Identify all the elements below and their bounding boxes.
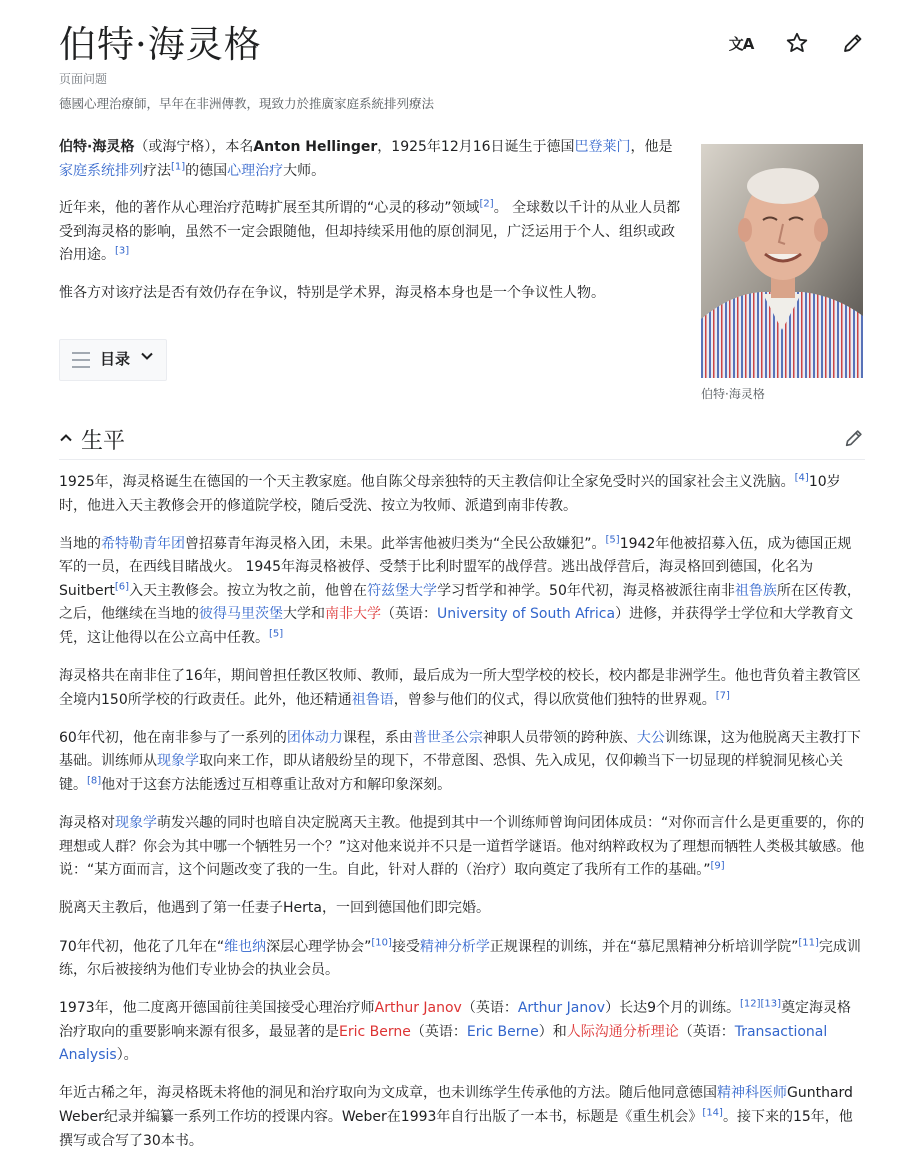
toc-label: 目录 bbox=[100, 350, 131, 369]
text: 60年代初，他在南非参与了一系列的 bbox=[59, 729, 287, 746]
text: 1973年，他二度离开德国前往美国接受心理治疗师 bbox=[59, 1000, 375, 1017]
link-berne-en[interactable]: Eric Berne bbox=[466, 1023, 539, 1040]
text: 萌发兴趣的同时也暗自决定脱离天主教。他提到其中一个训练师曾询问团体成员：“对你而言什么是更重要的，你的理想或人群？你会为其中哪一个牺牲另一个？”这对他来说并不只是一道哲学谜语。他对纳粹政权为了理想而牺牲人类极其敏感。他说：“某方面而言，这个问题改变了我的一生。自此，针对人群的（治疗）取向奠定了我所有工作的基础。” bbox=[59, 815, 865, 879]
text: 所在区传教，之后，他继续在当地的 bbox=[59, 582, 861, 623]
ref-3[interactable]: [3] bbox=[115, 245, 130, 257]
link-phenomenology[interactable]: 现象学 bbox=[157, 753, 199, 770]
bold-english-name: Anton Hellinger bbox=[253, 139, 378, 155]
link-anglican[interactable]: 普世圣公宗 bbox=[412, 729, 483, 746]
lead-section bbox=[59, 136, 865, 381]
paragraph bbox=[59, 727, 865, 798]
lead-paragraph-2 bbox=[59, 197, 683, 268]
ref-11[interactable]: [11] bbox=[798, 936, 819, 948]
text: 年近古稀之年，海灵格既未将他的洞见和治疗取向为文成章，也未训练学生传承他的方法。随后他同意德国 bbox=[59, 1085, 717, 1102]
page-issues-label: 页面问题 bbox=[59, 72, 108, 86]
ref-4[interactable]: [4] bbox=[794, 472, 809, 484]
section-title: 生平 bbox=[81, 429, 126, 454]
text: （英语： bbox=[410, 1023, 467, 1040]
text: 接受 bbox=[391, 938, 420, 955]
text: （英语： bbox=[678, 1023, 735, 1040]
text: 深层心理学协会” bbox=[266, 938, 372, 955]
ref-10[interactable]: [10] bbox=[371, 936, 392, 948]
paragraph bbox=[59, 665, 865, 712]
text: 正规课程的训练，并在“慕尼黑精神分析培训学院” bbox=[489, 938, 799, 955]
text: 1925年，海灵格诞生在德国的一个天主教家庭。他自陈父母亲独特的天主教信仰让全家免受时兴的国家社会主义洗脑。 bbox=[59, 474, 795, 490]
ref-12[interactable]: [12] bbox=[740, 998, 761, 1010]
text: 海灵格对 bbox=[59, 815, 115, 832]
link-family-constellation[interactable]: 家庭系统排列 bbox=[59, 162, 143, 179]
link-baden[interactable]: 巴登莱门 bbox=[574, 139, 631, 155]
infobox-caption: 伯特·海灵格 bbox=[701, 387, 765, 401]
page-actions bbox=[726, 28, 868, 58]
text: ，曾参与他们的仪式，得以欣赏他们独特的世界观。 bbox=[393, 691, 716, 708]
text: ，1925年12月16日诞生于德国 bbox=[377, 139, 575, 155]
toc-button[interactable] bbox=[59, 339, 167, 381]
ref-1[interactable]: [1] bbox=[171, 160, 186, 172]
ref-5[interactable]: [5] bbox=[605, 534, 620, 546]
paragraph: 脱离天主教后，他遇到了第一任妻子Herta，一回到德国他们即完婚。 bbox=[59, 900, 490, 917]
section-header bbox=[59, 420, 865, 460]
text: 70年代初，他花了几年在“ bbox=[59, 938, 225, 955]
text: 奠定海灵格治疗取向的重要影响来源有很多，最显著的是 bbox=[59, 1000, 852, 1040]
link-zulu-language[interactable]: 祖鲁语 bbox=[351, 691, 394, 708]
text: ）和 bbox=[538, 1023, 567, 1040]
text: 取向来工作，即从诸般纷呈的现下，不带意图、恐惧、先入成见，仅仰赖当下一切显现的样貌洞见核心关键。 bbox=[59, 753, 843, 794]
lead-paragraph-1 bbox=[59, 136, 683, 183]
edit-icon[interactable] bbox=[843, 427, 865, 453]
link-psychotherapy[interactable]: 心理治疗 bbox=[227, 162, 284, 179]
chevron-up-icon bbox=[59, 431, 73, 449]
ref-8[interactable]: [8] bbox=[87, 775, 102, 787]
ref-13[interactable]: [13] bbox=[760, 998, 782, 1010]
text: 曾招募青年海灵格入团，未果。此举害他被归类为“全民公敌嫌犯”。 bbox=[185, 535, 606, 552]
text: 入天主教修会。按立为牧之前，他曾在 bbox=[129, 582, 368, 599]
chevron-down-icon bbox=[140, 348, 154, 372]
ref-6[interactable]: [6] bbox=[114, 581, 130, 593]
link-janov-en[interactable]: Arthur Janov bbox=[517, 1000, 606, 1017]
edit-icon[interactable] bbox=[838, 28, 868, 58]
paragraph bbox=[59, 1082, 865, 1153]
text: 神职人员带领的跨种族、 bbox=[482, 729, 637, 746]
ref-9[interactable]: [9] bbox=[710, 860, 725, 872]
link-unisa-missing[interactable]: 南非大学 bbox=[325, 606, 381, 623]
text: 近年来，他的著作从心理治疗范畴扩展至其所谓的“心灵的移动”领域 bbox=[59, 200, 480, 216]
lead-paragraph-3: 惟各方对该疗法是否有效仍存在争议，特别是学术界，海灵格本身也是一个争议性人物。 bbox=[59, 284, 605, 301]
paragraph bbox=[59, 936, 865, 983]
link-hitler-youth[interactable]: 希特勒青年团 bbox=[101, 535, 185, 552]
translate-icon[interactable]: 文A bbox=[728, 34, 754, 53]
paragraph bbox=[59, 997, 865, 1068]
text: ）。 bbox=[116, 1047, 138, 1064]
text: 他对于这套方法能透过互相尊重让敌对方和解印象深刻。 bbox=[101, 777, 452, 794]
ref-2[interactable]: [2] bbox=[479, 198, 494, 210]
link-ta-missing[interactable]: 人际沟通分析理论 bbox=[566, 1023, 679, 1040]
link-ta-en[interactable]: Transactional Analysis bbox=[59, 1023, 828, 1064]
paragraph bbox=[59, 812, 865, 883]
section-body bbox=[59, 471, 865, 1168]
toc-list-icon bbox=[72, 352, 90, 368]
ref-14[interactable]: [14] bbox=[702, 1107, 723, 1119]
link-zulu[interactable]: 祖鲁族 bbox=[734, 582, 777, 599]
paragraph bbox=[59, 471, 865, 518]
link-pietermaritzburg[interactable]: 彼得马里茨堡 bbox=[199, 606, 283, 623]
paragraph bbox=[59, 533, 865, 651]
text: 。 全球数以千计的从业人员都受到海灵格的影响，虽然不一定会跟随他，但却持续采用他的原创洞见，广泛运用于个人、组织或政治用途。 bbox=[59, 200, 681, 263]
short-description: 德國心理治療師，早年在非洲傳教，現致力於推廣家庭系統排列療法 bbox=[59, 96, 435, 111]
link-wurzburg[interactable]: 符兹堡大学 bbox=[367, 582, 438, 599]
text: 当地的 bbox=[59, 535, 101, 552]
link-phenomenology[interactable]: 现象学 bbox=[115, 815, 157, 832]
text: 大师。 bbox=[283, 162, 326, 179]
link-janov-missing[interactable]: Arthur Janov bbox=[374, 1000, 462, 1017]
text: （英语： bbox=[461, 1000, 518, 1017]
ref-7[interactable]: [7] bbox=[715, 690, 730, 702]
text: 训练课，这为他脱离天主教打下基础。训练师从 bbox=[59, 729, 861, 770]
link-berne-missing[interactable]: Eric Berne bbox=[339, 1023, 411, 1040]
star-icon[interactable] bbox=[782, 28, 812, 58]
text: 课程，系由 bbox=[342, 729, 413, 746]
text: 1942年他被招募入伍，成为德国正规军的一员，在西线目睹战火。 1945年海灵格被俘、受禁于比利时盟军的战俘营。逃出战俘营后，海灵格回到德国，化名为Suitbert bbox=[59, 535, 852, 599]
page-title: 伯特·海灵格 bbox=[59, 23, 262, 66]
text: Gunthard Weber纪录并编纂一系列工作坊的授课内容。Weber在1993年自行出版了一本书，标题是《重生机会》 bbox=[59, 1085, 853, 1126]
link-ecumenical[interactable]: 大公 bbox=[636, 729, 665, 746]
text: 疗法 bbox=[143, 162, 171, 179]
text: ）长达9个月的训练。 bbox=[605, 1000, 740, 1017]
bold-name: 伯特·海灵格 bbox=[59, 139, 135, 155]
link-unisa-en[interactable]: University of South Africa bbox=[437, 606, 616, 623]
text: （英语： bbox=[381, 606, 437, 623]
text: （或海宁格），本名 bbox=[134, 139, 254, 155]
link-group-dynamics[interactable]: 团体动力 bbox=[286, 729, 343, 746]
link-psychoanalysis[interactable]: 精神分析学 bbox=[419, 938, 490, 955]
section-toggle[interactable] bbox=[59, 424, 125, 455]
text: ，他是 bbox=[630, 139, 673, 155]
text: 的德国 bbox=[185, 162, 228, 179]
text: 海灵格共在南非住了16年，期间曾担任教区牧师、教师，最后成为一所大型学校的校长，校内都是非洲学生。他也背负着主教管区全境内150所学校的行政责任。此外，他还精通 bbox=[59, 668, 861, 708]
link-vienna[interactable]: 维也纳 bbox=[224, 938, 267, 955]
text: 大学和 bbox=[283, 606, 325, 623]
text: 10岁时，他进入天主教修会开的修道院学校，随后受洗、按立为牧师、派遣到南非传教。 bbox=[59, 474, 841, 514]
text: 完成训练，尔后被接纳为他们专业协会的执业会员。 bbox=[59, 938, 861, 979]
text: ）进修，并获得学士学位和大学教育文凭，这让他得以在公立高中任教。 bbox=[59, 606, 854, 647]
text: 。接下来的15年，他撰写或合写了30本书。 bbox=[59, 1109, 853, 1149]
ref-5[interactable]: [5] bbox=[269, 628, 284, 640]
text: 学习哲学和神学。50年代初，海灵格被派往南非 bbox=[437, 582, 735, 599]
link-psychiatrist[interactable]: 精神科医师 bbox=[717, 1085, 787, 1102]
